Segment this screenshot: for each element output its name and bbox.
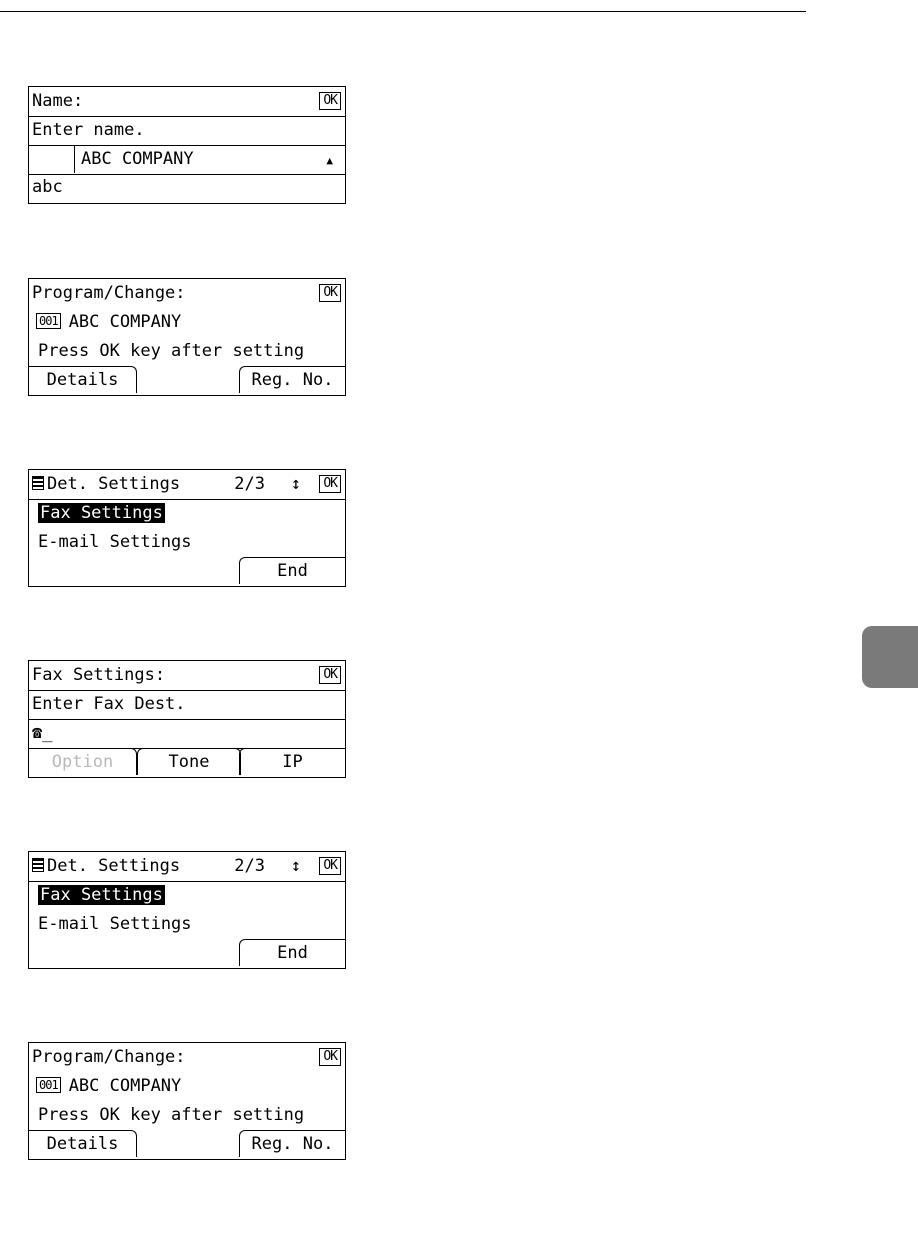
instruction-text: Press OK key after setting xyxy=(38,341,305,361)
page-indicator: 2/3 xyxy=(234,856,265,876)
softkey-row xyxy=(29,939,345,968)
up-down-arrow-icon: ↕ xyxy=(290,856,301,876)
menu-item-label: Fax Settings xyxy=(40,503,163,523)
softkey-row xyxy=(29,1130,345,1159)
up-down-arrow-icon: ↕ xyxy=(290,474,301,494)
prompt-text: Enter name. xyxy=(32,120,145,140)
registration-number: 001 xyxy=(36,313,61,329)
telephone-icon: ☎ xyxy=(32,723,43,743)
title-bar xyxy=(29,470,345,500)
menu-item-email-settings[interactable] xyxy=(29,528,345,557)
menu-item-fax-settings[interactable] xyxy=(29,881,345,910)
ok-key-icon[interactable]: OK xyxy=(319,92,341,110)
softkey-row xyxy=(29,366,345,395)
prompt-text: Enter Fax Dest. xyxy=(32,694,186,714)
entry-row xyxy=(29,308,345,337)
entry-row xyxy=(29,1072,345,1101)
ok-key-icon[interactable]: OK xyxy=(319,857,341,875)
message-row xyxy=(29,1101,345,1130)
message-row xyxy=(29,337,345,366)
details-button[interactable]: Details xyxy=(29,366,137,393)
lcd-screen-det-settings xyxy=(28,469,346,587)
lcd-screen-fax-settings xyxy=(28,660,346,778)
input-cursor: _ xyxy=(42,723,53,743)
screen-title: Det. Settings xyxy=(47,474,181,494)
tone-button[interactable]: Tone xyxy=(137,748,241,775)
menu-item-email-settings[interactable] xyxy=(29,910,345,939)
end-button[interactable]: End xyxy=(239,557,345,584)
input-mode-label: abc xyxy=(32,177,63,197)
lcd-screen-det-settings-2 xyxy=(28,851,346,969)
input-row[interactable] xyxy=(29,145,345,197)
screen-title: Name: xyxy=(32,91,84,111)
softkey-row xyxy=(29,557,345,586)
screen-title: Program/Change: xyxy=(32,283,186,303)
end-button[interactable]: End xyxy=(239,939,345,966)
name-input[interactable]: ABC COMPANY xyxy=(81,149,194,169)
registration-number: 001 xyxy=(36,1077,61,1093)
menu-icon xyxy=(32,476,44,490)
title-bar xyxy=(29,852,345,882)
prompt-row xyxy=(29,116,345,146)
page-indicator: 2/3 xyxy=(234,474,265,494)
title-bar xyxy=(29,279,345,308)
menu-item-label: Fax Settings xyxy=(40,885,163,905)
ok-key-icon[interactable]: OK xyxy=(319,666,341,684)
fax-input-row[interactable] xyxy=(29,719,345,749)
screen-title: Fax Settings: xyxy=(32,665,166,685)
ip-button[interactable]: IP xyxy=(239,748,345,775)
screen-title: Det. Settings xyxy=(47,856,181,876)
ok-key-icon[interactable]: OK xyxy=(319,475,341,493)
title-bar xyxy=(29,87,345,117)
empty-row xyxy=(29,174,345,203)
input-mode-cell xyxy=(29,145,75,197)
details-button[interactable]: Details xyxy=(29,1130,137,1157)
lcd-screen-name-entry xyxy=(28,86,346,204)
screen-title: Program/Change: xyxy=(32,1047,186,1067)
lcd-screen-program-change-2 xyxy=(28,1042,346,1160)
title-bar xyxy=(29,661,345,691)
prompt-row xyxy=(29,690,345,720)
softkey-row xyxy=(29,748,345,777)
entry-name: ABC COMPANY xyxy=(68,312,182,332)
ok-key-icon[interactable]: OK xyxy=(319,1048,341,1066)
option-button: Option xyxy=(29,748,137,775)
chapter-tab xyxy=(862,626,918,688)
menu-item-label: E-mail Settings xyxy=(38,914,192,934)
menu-icon xyxy=(32,858,44,872)
header-rule xyxy=(0,11,806,12)
entry-name: ABC COMPANY xyxy=(68,1076,182,1096)
instruction-text: Press OK key after setting xyxy=(38,1105,305,1125)
menu-item-fax-settings[interactable] xyxy=(29,499,345,528)
lcd-screen-program-change xyxy=(28,278,346,396)
reg-no-button[interactable]: Reg. No. xyxy=(239,1130,345,1157)
menu-item-label: E-mail Settings xyxy=(38,532,192,552)
up-triangle-icon: ▲ xyxy=(326,154,333,167)
reg-no-button[interactable]: Reg. No. xyxy=(239,366,345,393)
ok-key-icon[interactable]: OK xyxy=(319,284,341,302)
title-bar xyxy=(29,1043,345,1072)
